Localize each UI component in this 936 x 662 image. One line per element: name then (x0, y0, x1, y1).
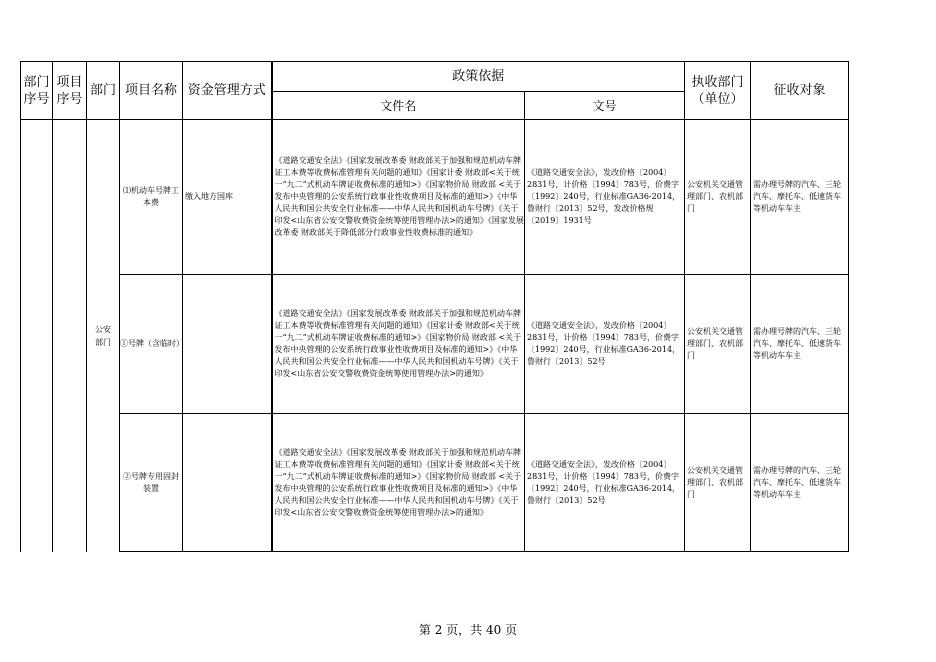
page-number: 第 2 页，共 40 页 (418, 623, 518, 637)
header-enforcer: 执收部门（单位） (685, 62, 751, 120)
header-item-no: 项目序号 (53, 62, 87, 120)
header-fund-mgmt: 资金管理方式 (183, 62, 272, 120)
target-cell: 需办理号牌的汽车、三轮汽车、摩托车、低速货车等机动车车主 (751, 275, 849, 414)
fund-mgmt-cell (183, 414, 272, 552)
doc-name-cell: 《道路交通安全法》《国家发展改革委 财政部关于加强和规范机动车牌证工本费等收费标准管理有关问题的通知》《国家计委 财政部<关于统一“九二”式机动车牌证收费标准的通知>》《国家物价局 财政部 <关于发布中央管理的公安系统行政事业性收费项目及标准的通知>》《中华人民共和国公共安全行业标准——中华人民共和国机动车号牌》《关于印发<山东省公安交警收费资金统筹使用管理办法>的通知》《国家发展改革委 财政部关于降低部分行政事业性收费标准的通知》 (272, 120, 525, 275)
dept-no-cell (21, 120, 53, 552)
target-cell: 需办理号牌的汽车、三轮汽车、摩托车、低速货车等机动车车主 (751, 120, 849, 275)
table-row (21, 414, 849, 552)
item-no-cell (53, 120, 87, 552)
doc-no-cell: 《道路交通安全法》，发改价格〔2004〕2831号，计价格〔1994〕783号，价费字〔1992〕240号，行业标准GA36-2014，鲁财行〔2013〕52号 (525, 414, 685, 552)
doc-name-cell: 《道路交通安全法》《国家发展改革委 财政部关于加强和规范机动车牌证工本费等收费标准管理有关问题的通知》《国家计委 财政部<关于统一“九二”式机动车牌证收费标准的通知>》《国家物价局 财政部 <关于发布中央管理的公安系统行政事业性收费项目及标准的通知>》《中华人民共和国公共安全行业标准——中华人民共和国机动车号牌》《关于印发<山东省公安交警收费资金统筹使用管理办法>的通知》 (272, 414, 525, 552)
header-dept-no: 部门序号 (21, 62, 53, 120)
table-row (21, 120, 849, 275)
doc-no-cell: 《道路交通安全法》，发改价格〔2004〕2831号，计价格〔1994〕783号，价费字〔1992〕240号，行业标准GA36-2014，鲁财行〔2013〕52号，发改价格规〔2019〕1931号 (525, 120, 685, 275)
item-name-cell: ⑴机动车号牌工本费 (120, 120, 183, 275)
header-dept: 部门 (87, 62, 120, 120)
header-item-name: 项目名称 (120, 62, 183, 120)
fund-mgmt-cell (183, 275, 272, 414)
item-name-cell: ①号牌（含临时） (120, 275, 183, 414)
header-target: 征收对象 (751, 62, 849, 120)
department-cell (87, 120, 120, 552)
doc-name-cell: 《道路交通安全法》《国家发展改革委 财政部关于加强和规范机动车牌证工本费等收费标准管理有关问题的通知》《国家计委 财政部<关于统一“九二”式机动车牌证收费标准的通知>》《国家物价局 财政部 <关于发布中央管理的公安系统行政事业性收费项目及标准的通知>》《中华人民共和国公共安全行业标准——中华人民共和国机动车号牌》《关于印发<山东省公安交警收费资金统筹使用管理办法>的通知》 (272, 275, 525, 414)
enforcer-cell: 公安机关交通管理部门、农机部门 (685, 275, 751, 414)
header-policy-basis: 政策依据 (272, 62, 685, 92)
doc-no-cell: 《道路交通安全法》，发改价格〔2004〕2831号，计价格〔1994〕783号，价费字〔1992〕240号，行业标准GA36-2014，鲁财行〔2013〕52号 (525, 275, 685, 414)
target-cell: 需办理号牌的汽车、三轮汽车、摩托车、低速货车等机动车车主 (751, 414, 849, 552)
department-name: 公安部门 (95, 324, 111, 347)
enforcer-cell: 公安机关交通管理部门、农机部门 (685, 414, 751, 552)
item-name-cell: ②号牌专用固封装置 (120, 414, 183, 552)
header-doc-no: 文号 (525, 92, 685, 120)
fee-table (20, 61, 849, 552)
fund-mgmt-cell: 缴入地方国库 (183, 120, 272, 275)
table-row (21, 275, 849, 414)
enforcer-cell: 公安机关交通管理部门、农机部门 (685, 120, 751, 275)
header-doc-name: 文件名 (272, 92, 525, 120)
